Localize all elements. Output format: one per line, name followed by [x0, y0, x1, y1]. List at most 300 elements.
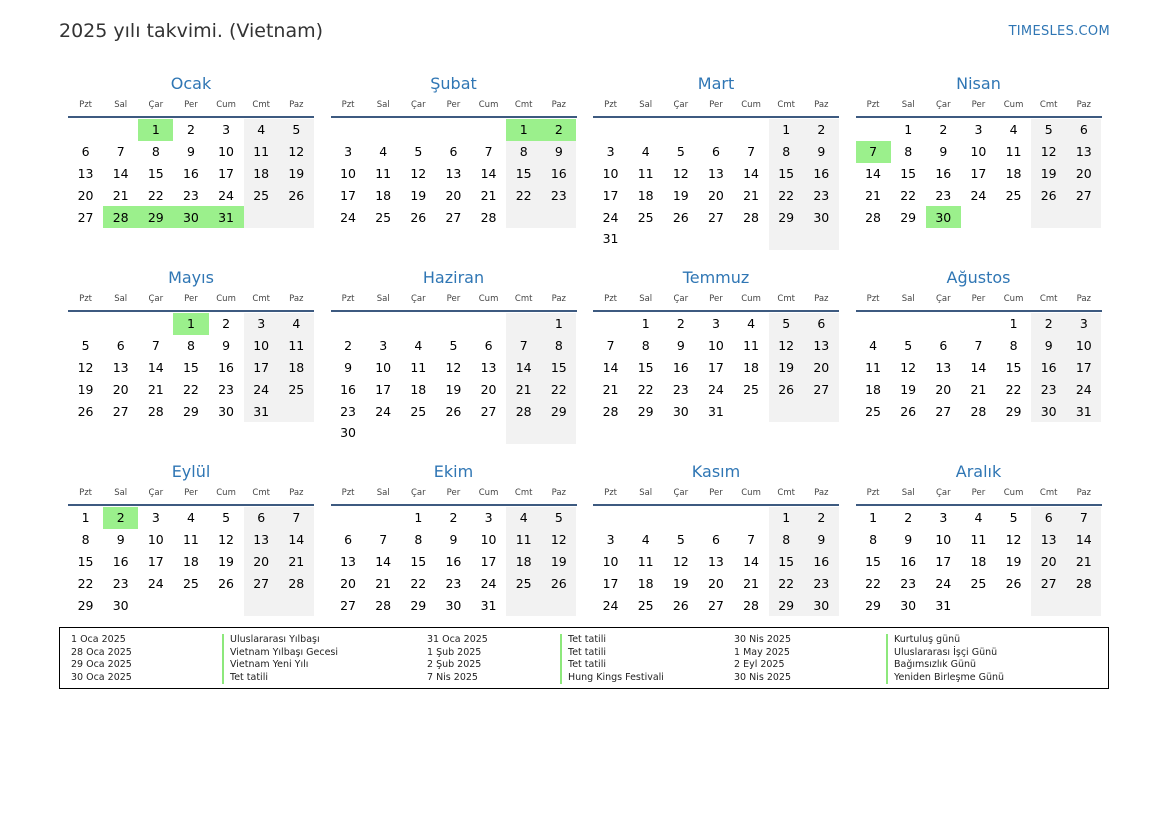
day-cell: 18 — [506, 551, 541, 573]
header-divider — [331, 116, 577, 118]
day-cell: 25 — [743, 381, 760, 397]
day-cell: 21 — [375, 575, 392, 591]
weekday-label: Çar — [935, 488, 951, 498]
day-cell: 22 — [77, 575, 94, 591]
day-cell: 24 — [935, 575, 952, 591]
day-cell: 8 — [904, 144, 913, 160]
day-cell: 17 — [602, 575, 619, 591]
day-cell: 5 — [904, 338, 913, 354]
day-cell: 29 — [1005, 403, 1022, 419]
legend-holiday-name: Vietnam Yılbaşı Gecesi — [222, 647, 338, 660]
day-cell: 27 — [707, 597, 724, 613]
day-cell: 15 — [77, 553, 94, 569]
day-cell: 13 — [244, 529, 279, 551]
weekday-label: Sal — [114, 100, 128, 110]
day-cell: 11 — [865, 359, 882, 375]
empty-cell — [173, 594, 208, 616]
empty-cell — [926, 313, 961, 335]
day-cell: 24 — [375, 403, 392, 419]
empty-cell — [734, 228, 769, 250]
day-cell: 30 — [672, 403, 689, 419]
holiday-day-cell: 30 — [173, 206, 208, 228]
day-cell: 22 — [900, 187, 917, 203]
weekday-label: Per — [971, 488, 986, 498]
day-cell: 26 — [541, 572, 576, 594]
day-cell: 24 — [707, 381, 724, 397]
month-7 — [593, 266, 839, 422]
day-cell: 13 — [804, 335, 839, 357]
month-8 — [856, 266, 1102, 422]
day-cell: 24 — [340, 209, 357, 225]
day-cell: 7 — [747, 144, 756, 160]
day-cell: 9 — [676, 338, 685, 354]
legend-date: 30 Oca 2025 — [71, 671, 132, 683]
weekday-label: Per — [184, 100, 198, 110]
day-cell: 26 — [672, 209, 689, 225]
day-cell: 15 — [147, 165, 164, 181]
weekday-label: Sal — [901, 294, 915, 304]
day-cell: 26 — [900, 403, 917, 419]
day-cell: 17 — [970, 165, 987, 181]
empty-cell — [663, 507, 698, 529]
weekday-label: Pzt — [341, 100, 355, 110]
day-cell: 17 — [935, 553, 952, 569]
day-cell: 1 — [1009, 316, 1018, 332]
day-cell: 26 — [672, 597, 689, 613]
day-cell: 12 — [77, 359, 94, 375]
day-cell: 10 — [602, 165, 619, 181]
month-10 — [331, 460, 577, 616]
day-cell: 17 — [244, 357, 279, 379]
weekday-label: Sal — [639, 294, 653, 304]
day-cell: 20 — [804, 357, 839, 379]
day-cell: 25 — [506, 572, 541, 594]
empty-cell — [279, 400, 314, 422]
day-cell: 7 — [484, 144, 493, 160]
day-cell: 23 — [672, 381, 689, 397]
month-name: Ağustos — [946, 268, 1011, 287]
day-cell: 22 — [410, 575, 427, 591]
month-12 — [856, 460, 1102, 616]
day-cell: 26 — [769, 378, 804, 400]
holiday-day-cell: 2 — [541, 119, 576, 141]
weekday-label: Paz — [289, 294, 304, 304]
day-cell: 11 — [637, 165, 654, 181]
day-cell: 26 — [410, 209, 427, 225]
weekday-label: Paz — [1076, 488, 1092, 498]
legend-date: 30 Nis 2025 — [734, 634, 791, 645]
day-cell: 5 — [414, 144, 423, 160]
day-cell: 24 — [970, 187, 987, 203]
day-cell: 4 — [279, 313, 314, 335]
holiday-day-cell: 7 — [856, 141, 891, 163]
day-cell: 4 — [747, 316, 756, 332]
day-cell: 27 — [77, 209, 94, 225]
day-cell: 28 — [147, 403, 164, 419]
holiday-day-cell: 2 — [103, 507, 138, 529]
day-cell: 13 — [707, 165, 724, 181]
day-cell: 18 — [637, 187, 654, 203]
day-cell: 23 — [804, 184, 839, 206]
day-cell: 27 — [707, 209, 724, 225]
day-cell: 23 — [182, 187, 199, 203]
legend-date: 28 Oca 2025 — [71, 646, 132, 658]
day-cell: 15 — [769, 163, 804, 185]
day-cell: 3 — [244, 313, 279, 335]
day-cell: 25 — [1005, 187, 1022, 203]
day-cell: 4 — [244, 119, 279, 141]
day-cell: 16 — [804, 551, 839, 573]
day-cell: 10 — [375, 359, 392, 375]
day-cell: 13 — [935, 359, 952, 375]
day-grid — [593, 507, 839, 616]
day-cell: 10 — [147, 532, 164, 548]
empty-cell — [1031, 594, 1066, 616]
weekday-header — [68, 290, 314, 308]
day-grid — [68, 507, 314, 616]
weekday-header — [856, 290, 1102, 308]
header-divider — [331, 504, 577, 506]
weekday-label: Sal — [901, 488, 915, 498]
day-cell: 23 — [541, 184, 576, 206]
day-cell: 11 — [375, 165, 392, 181]
day-cell: 9 — [1031, 335, 1066, 357]
day-cell: 24 — [218, 187, 235, 203]
empty-cell — [593, 507, 628, 529]
empty-cell — [279, 594, 314, 616]
empty-cell — [593, 313, 628, 335]
day-cell: 21 — [743, 575, 760, 591]
day-grid — [331, 507, 577, 616]
day-cell: 24 — [147, 575, 164, 591]
day-cell: 31 — [244, 400, 279, 422]
empty-cell — [628, 228, 663, 250]
weekday-label: Cmt — [252, 488, 270, 498]
header-divider — [593, 116, 839, 118]
day-cell: 4 — [379, 144, 388, 160]
weekday-label: Cmt — [1039, 100, 1058, 110]
day-cell: 19 — [77, 381, 94, 397]
day-cell: 4 — [506, 507, 541, 529]
month-name: Haziran — [422, 268, 485, 287]
day-cell: 14 — [1066, 529, 1101, 551]
day-cell: 30 — [218, 403, 235, 419]
weekday-label: Paz — [814, 488, 829, 498]
day-cell: 30 — [804, 594, 839, 616]
month-2 — [331, 72, 577, 228]
weekday-label: Cum — [216, 100, 236, 110]
day-cell: 1 — [769, 507, 804, 529]
header-divider — [68, 116, 314, 118]
weekday-label: Cmt — [514, 100, 533, 110]
day-cell: 15 — [541, 357, 576, 379]
day-cell: 19 — [445, 381, 462, 397]
empty-cell — [244, 594, 279, 616]
day-cell: 9 — [939, 144, 948, 160]
day-cell: 15 — [506, 163, 541, 185]
day-cell: 26 — [1031, 184, 1066, 206]
holiday-day-cell: 30 — [926, 206, 961, 228]
empty-cell — [401, 422, 436, 444]
weekday-label: Çar — [410, 100, 426, 110]
day-cell: 18 — [865, 381, 882, 397]
day-cell: 12 — [900, 359, 917, 375]
day-cell: 16 — [672, 359, 689, 375]
weekday-label: Cmt — [1039, 488, 1058, 498]
weekday-label: Per — [709, 100, 723, 110]
month-name: Temmuz — [682, 268, 750, 287]
month-4 — [856, 72, 1102, 228]
day-cell: 14 — [279, 529, 314, 551]
day-cell: 29 — [410, 597, 427, 613]
empty-cell — [996, 594, 1031, 616]
day-cell: 31 — [1066, 400, 1101, 422]
weekday-label: Paz — [814, 294, 829, 304]
empty-cell — [138, 594, 173, 616]
day-cell: 10 — [244, 335, 279, 357]
weekday-label: Cum — [1003, 488, 1024, 498]
day-cell: 6 — [1031, 507, 1066, 529]
day-cell: 23 — [445, 575, 462, 591]
day-cell: 4 — [1009, 122, 1018, 138]
weekday-label: Pzt — [604, 294, 618, 304]
day-cell: 20 — [445, 187, 462, 203]
day-cell: 12 — [541, 529, 576, 551]
day-cell: 6 — [711, 144, 720, 160]
day-cell: 27 — [1031, 572, 1066, 594]
day-cell: 27 — [112, 403, 129, 419]
day-cell: 29 — [769, 206, 804, 228]
day-cell: 19 — [1031, 163, 1066, 185]
legend-date: 1 May 2025 — [734, 646, 790, 658]
legend-holiday-name: Uluslararası Yılbaşı — [222, 634, 320, 647]
weekday-label: Cum — [1003, 100, 1024, 110]
brand-link[interactable]: TIMESLES.COM — [1008, 24, 1110, 39]
day-cell: 17 — [218, 165, 235, 181]
header-divider — [856, 116, 1102, 118]
day-cell: 13 — [1031, 529, 1066, 551]
day-cell: 9 — [904, 532, 913, 548]
day-cell: 12 — [445, 359, 462, 375]
day-cell: 15 — [769, 551, 804, 573]
day-cell: 16 — [935, 165, 952, 181]
day-cell: 9 — [804, 141, 839, 163]
day-grid — [331, 119, 577, 228]
day-cell: 24 — [602, 597, 619, 613]
weekday-label: Paz — [1076, 100, 1092, 110]
day-cell: 3 — [151, 510, 160, 526]
day-cell: 6 — [1066, 119, 1101, 141]
day-cell: 24 — [602, 209, 619, 225]
weekday-label: Per — [446, 294, 461, 304]
empty-cell — [366, 313, 401, 335]
day-cell: 21 — [506, 378, 541, 400]
day-cell: 9 — [541, 141, 576, 163]
empty-cell — [331, 119, 366, 141]
day-grid — [68, 313, 314, 422]
empty-cell — [856, 313, 891, 335]
day-cell: 3 — [939, 510, 948, 526]
day-cell: 8 — [151, 144, 160, 160]
month-1 — [68, 72, 314, 228]
day-cell: 22 — [769, 572, 804, 594]
day-cell: 6 — [939, 338, 948, 354]
day-cell: 8 — [769, 529, 804, 551]
day-cell: 20 — [1031, 551, 1066, 573]
day-cell: 26 — [445, 403, 462, 419]
weekday-label: Sal — [114, 294, 128, 304]
day-cell: 7 — [506, 335, 541, 357]
empty-cell — [506, 206, 541, 228]
day-cell: 12 — [672, 165, 689, 181]
day-cell: 25 — [182, 575, 199, 591]
day-cell: 2 — [804, 507, 839, 529]
day-cell: 10 — [935, 532, 952, 548]
day-cell: 3 — [606, 144, 615, 160]
day-cell: 3 — [222, 122, 231, 138]
day-cell: 26 — [279, 184, 314, 206]
weekday-header — [593, 96, 839, 114]
day-cell: 2 — [344, 338, 353, 354]
day-cell: 19 — [541, 551, 576, 573]
day-cell: 25 — [865, 403, 882, 419]
weekday-label: Cmt — [777, 488, 795, 498]
day-cell: 15 — [1005, 359, 1022, 375]
day-cell: 5 — [222, 510, 231, 526]
day-cell: 20 — [1066, 163, 1101, 185]
day-cell: 2 — [904, 510, 913, 526]
weekday-label: Per — [709, 294, 723, 304]
month-name: Kasım — [691, 462, 741, 481]
day-cell: 2 — [186, 122, 195, 138]
weekday-label: Paz — [551, 100, 567, 110]
empty-cell — [209, 594, 244, 616]
weekday-label: Per — [971, 294, 986, 304]
day-cell: 28 — [480, 209, 497, 225]
weekday-label: Cum — [216, 488, 236, 498]
weekday-label: Cum — [478, 488, 499, 498]
day-cell: 19 — [410, 187, 427, 203]
day-cell: 20 — [112, 381, 129, 397]
day-cell: 3 — [974, 122, 983, 138]
day-cell: 9 — [186, 144, 195, 160]
day-cell: 28 — [1066, 572, 1101, 594]
empty-cell — [506, 594, 541, 616]
day-cell: 3 — [1066, 313, 1101, 335]
legend-holiday-name: Tet tatili — [560, 634, 606, 647]
day-cell: 11 — [244, 141, 279, 163]
weekday-label: Sal — [376, 100, 390, 110]
day-cell: 10 — [218, 144, 235, 160]
empty-cell — [593, 119, 628, 141]
legend-holiday-name: Tet tatili — [560, 647, 606, 660]
legend-date: 30 Nis 2025 — [734, 671, 791, 683]
header-divider — [331, 310, 577, 312]
day-cell: 5 — [769, 313, 804, 335]
month-name: Ekim — [433, 462, 474, 481]
month-name: Mart — [697, 74, 735, 93]
day-cell: 5 — [1009, 510, 1018, 526]
day-cell: 2 — [939, 122, 948, 138]
day-cell: 14 — [970, 359, 987, 375]
day-cell: 31 — [602, 231, 619, 247]
weekday-label: Cum — [478, 294, 499, 304]
header-divider — [593, 504, 839, 506]
weekday-label: Sal — [639, 488, 653, 498]
day-cell: 23 — [112, 575, 129, 591]
day-cell: 8 — [641, 338, 650, 354]
day-cell: 30 — [804, 206, 839, 228]
day-cell: 3 — [484, 510, 493, 526]
day-cell: 11 — [1005, 144, 1022, 160]
day-cell: 13 — [480, 359, 497, 375]
header-divider — [593, 310, 839, 312]
day-cell: 11 — [970, 532, 987, 548]
day-cell: 15 — [900, 165, 917, 181]
weekday-label: Çar — [148, 294, 164, 304]
empty-cell — [628, 507, 663, 529]
day-cell: 14 — [743, 165, 760, 181]
day-cell: 12 — [410, 165, 427, 181]
day-cell: 10 — [970, 144, 987, 160]
day-cell: 14 — [147, 359, 164, 375]
empty-cell — [804, 228, 839, 250]
holiday-day-cell: 1 — [506, 119, 541, 141]
empty-cell — [103, 119, 138, 141]
day-cell: 6 — [116, 338, 125, 354]
day-cell: 17 — [340, 187, 357, 203]
day-cell: 9 — [116, 532, 125, 548]
day-cell: 27 — [1066, 184, 1101, 206]
day-cell: 6 — [484, 338, 493, 354]
day-cell: 16 — [218, 359, 235, 375]
legend-holiday-name: Uluslararası İşçi Günü — [886, 647, 997, 660]
day-cell: 20 — [935, 381, 952, 397]
day-cell: 18 — [410, 381, 427, 397]
empty-cell — [1066, 594, 1101, 616]
day-cell: 1 — [641, 316, 650, 332]
empty-cell — [68, 119, 103, 141]
empty-cell — [541, 594, 576, 616]
day-cell: 21 — [865, 187, 882, 203]
day-cell: 4 — [869, 338, 878, 354]
day-cell: 12 — [1005, 532, 1022, 548]
day-cell: 30 — [1031, 400, 1066, 422]
weekday-label: Pzt — [341, 488, 355, 498]
weekday-label: Pzt — [866, 294, 880, 304]
page-title: 2025 yılı takvimi. (Vietnam) — [59, 20, 324, 42]
day-cell: 8 — [186, 338, 195, 354]
weekday-label: Sal — [376, 294, 390, 304]
day-cell: 2 — [804, 119, 839, 141]
day-cell: 21 — [480, 187, 497, 203]
day-cell: 19 — [672, 187, 689, 203]
weekday-label: Pzt — [79, 294, 93, 304]
day-cell: 15 — [182, 359, 199, 375]
day-cell: 19 — [218, 553, 235, 569]
day-cell: 25 — [375, 209, 392, 225]
weekday-label: Cmt — [777, 100, 795, 110]
day-cell: 27 — [244, 572, 279, 594]
weekday-header — [331, 290, 577, 308]
empty-cell — [103, 313, 138, 335]
day-cell: 22 — [769, 184, 804, 206]
holiday-day-cell: 31 — [209, 206, 244, 228]
day-cell: 1 — [769, 119, 804, 141]
weekday-label: Paz — [551, 294, 567, 304]
day-cell: 23 — [900, 575, 917, 591]
legend-holiday-name: Tet tatili — [560, 659, 606, 672]
